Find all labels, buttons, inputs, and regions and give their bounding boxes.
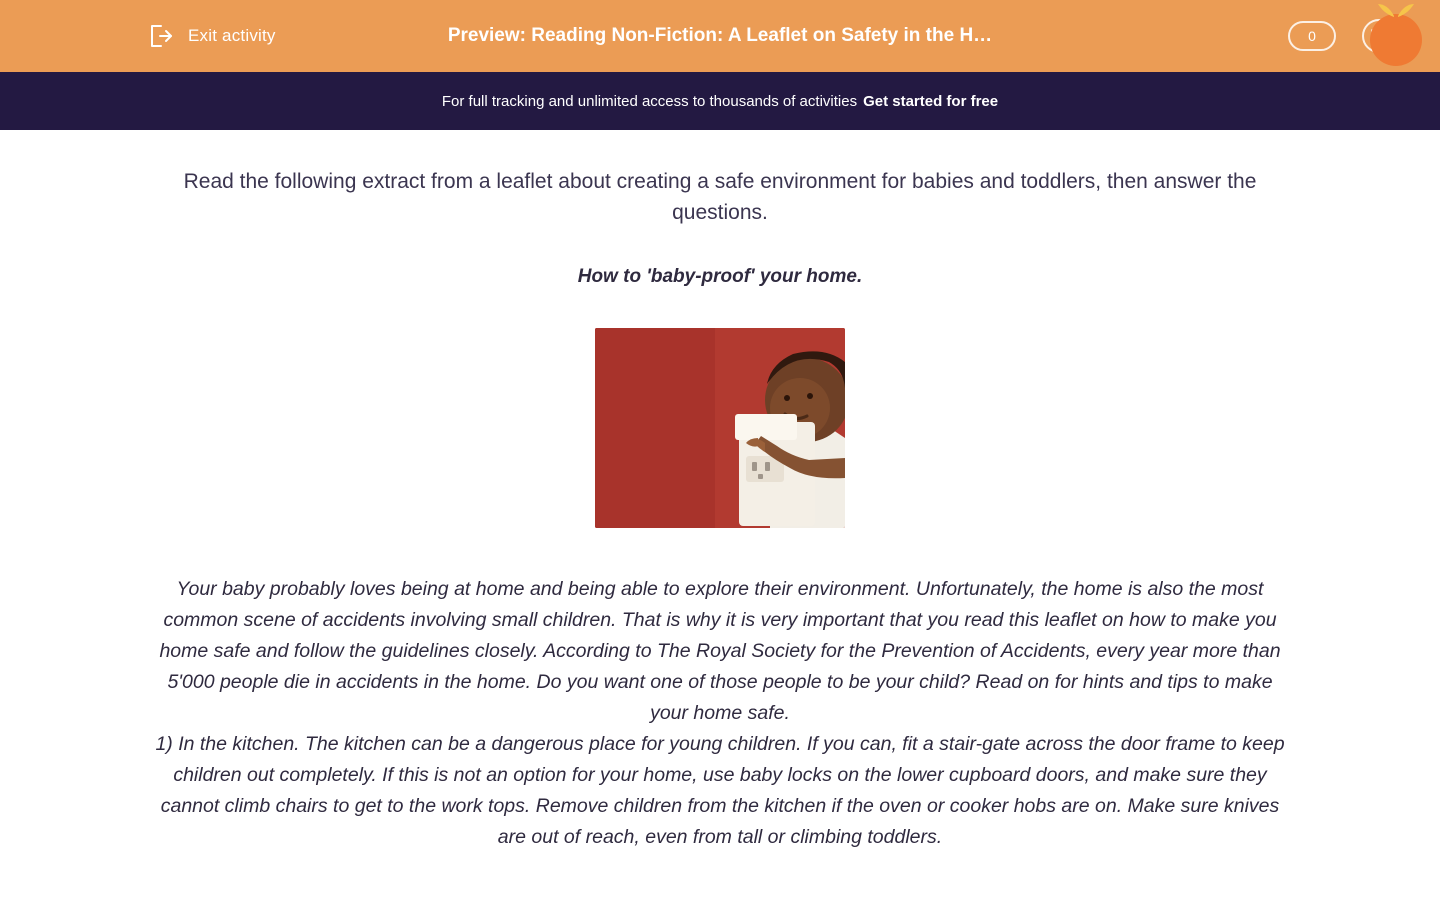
promo-banner (0, 72, 1440, 130)
get-started-link[interactable]: Get started for free (863, 92, 999, 110)
top-bar (0, 0, 1440, 72)
page-title: Preview: Reading Non-Fiction: A Leaflet on Safety in the H… (447, 25, 993, 46)
passage-paragraph-2: 1) In the kitchen. The kitchen can be a dangerous place for young children. If you can, fit a stair-gate across the door frame to keep children out completely. If this is not an option for your home, use baby locks on the lower cupboard doors, and make sure they cannot climb chairs to get to the work tops. Remove children from the kitchen if the oven or cooker hobs are on. Make sure knives are out of reach, even from tall or climbing toddlers. (155, 733, 1285, 848)
passage-text (155, 574, 1285, 853)
score-badge[interactable]: 0 (1288, 21, 1336, 51)
instruction-text: Read the following extract from a leaflet about creating a safe environment for babies and toddlers, then answer the questions. (183, 170, 1257, 224)
leaflet-heading: How to 'baby-proof' your home. (577, 266, 863, 287)
exit-activity-label: Exit activity (188, 26, 276, 45)
activity-content (0, 130, 1440, 853)
passage-paragraph-1: Your baby probably loves being at home and being able to explore their environment. Unfortunately, the home is also the most common scene of accidents involving small children. That is why it is very important that you read this leaflet on how to make you home safe and follow the guidelines closely. According to The Royal Society for the Prevention of Accidents, every year more than 5'000 people die in accidents in the home. Do you want one of those people to be your child? Read on for hints and tips to make your home safe. (159, 578, 1281, 724)
exit-door-arrow-icon (148, 23, 178, 49)
orange-fruit-logo (1364, 2, 1426, 66)
exit-activity-button[interactable] (148, 23, 276, 49)
promo-text: For full tracking and unlimited access to thousands of activities (441, 92, 858, 110)
toddler-socket-image (595, 328, 845, 528)
